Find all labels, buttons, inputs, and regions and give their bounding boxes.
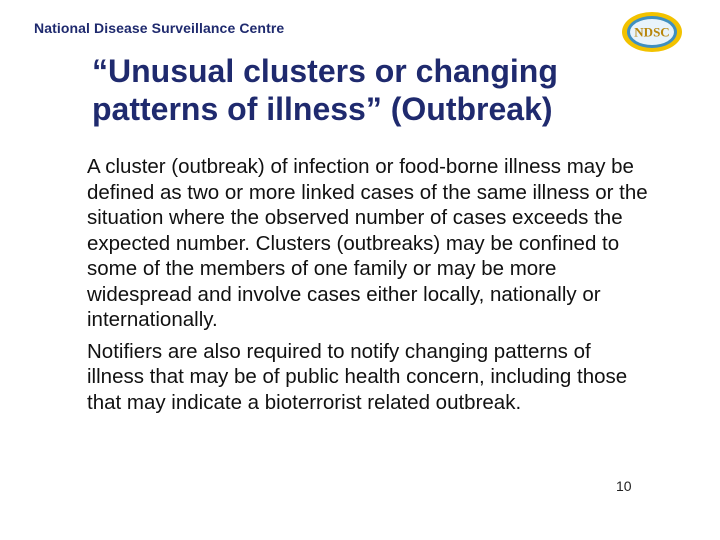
ndsc-logo [620, 10, 684, 54]
slide-body [87, 154, 652, 415]
title-line-2: patterns of illness” (Outbreak) [92, 91, 553, 127]
title-line-1: “Unusual clusters or changing [92, 53, 558, 89]
logo-text: NDSC [634, 24, 670, 40]
paragraph-definition: A cluster (outbreak) of infection or food-borne illness may be defined as two or more linked cases of the same illness or the situation where the observed number of cases exceeds the expected number. Clusters (outbreaks) may be confined to some of the members of one family or may be more widespread and involve cases either locally, nationally or internationally. [87, 155, 648, 331]
slide-title [92, 52, 652, 128]
org-name: National Disease Surveillance Centre [34, 20, 285, 36]
paragraph-notifiers: Notifiers are also required to notify changing patterns of illness that may be of public health concern, including those that may indicate a bioterrorist related outbreak. [87, 339, 628, 414]
page-number: 10 [616, 478, 632, 494]
